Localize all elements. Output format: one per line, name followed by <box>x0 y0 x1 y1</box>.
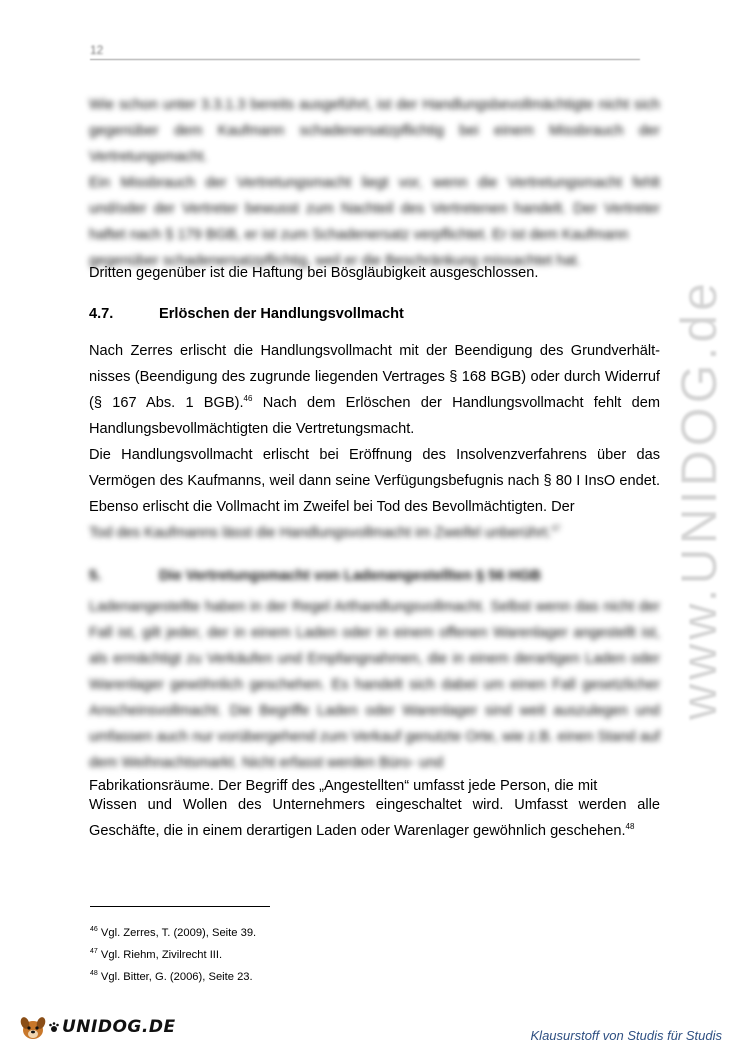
footnote <box>90 966 256 988</box>
footnote-ref-46: 46 <box>243 394 253 403</box>
paragraph-2 <box>89 442 660 520</box>
header-divider <box>90 59 640 60</box>
dog-icon <box>18 1012 48 1042</box>
footer-tagline: Klausurstoff von Studis für Studis <box>530 1028 722 1043</box>
section-heading-4-7 <box>89 301 660 327</box>
footnote-ref-48: 48 <box>625 822 635 831</box>
footnote-number: 48 <box>90 970 98 977</box>
watermark: www.UNIDOG.de <box>671 279 727 720</box>
intro-paragraph-2: Ein Missbrauch der Vertretungsmacht liegt vor, wenn die Vertretungsmacht fehlt und/oder der Vertreter bewusst zum Nachteil des Vertretenen handelt. Der Vertreter haftet nach § 179 BGB, er ist zum Schadenersatz verpflichtet. Er ist dem Kaufmann <box>89 175 660 243</box>
footnote-divider <box>90 906 270 907</box>
paragraph-1-text: Nach Zerres erlischt die Handlungsvollmacht mit der Beendigung des Grundverhältnisses (Beendigung des zugrunde liegenden Vertrages § 168 BGB) oder durch Widerruf (§ 167 Abs. 1 BGB). <box>89 343 660 411</box>
paragraph-2-blurred-text: Tod des Kaufmanns lässt die Handlungsvollmacht im Zweifel unberührt. <box>89 525 552 541</box>
logo-text: UNIDOG.DE <box>62 1017 176 1037</box>
paragraph-3-blurred: Ladenangestellte haben in der Regel Arthandlungsvollmacht. Selbst wenn das nicht der Fall ist, gilt jeder, der in einem Laden oder in einem offenen Warenlager angestellt ist, als ermächtigt zu Verkäufen und Empfangnahmen, die in einem derartigen Laden oder Warenlager gewöhnlich geschehen. Es handelt sich dabei um einen Fall gesetzlicher Anscheinsvollmacht. Die Begriffe Laden oder Warenlager sind weit auszulegen und umfassen auch nur vorübergehend zum Verkauf genutzte Orte, wie z.B. einen Stand auf dem Weihnachtsmarkt. Nicht erfasst werden Büro- und <box>89 599 660 771</box>
paragraph-2-text: Die Handlungsvollmacht erlischt bei Eröffnung des Insolvenzverfahrens über das Vermögen des Kaufmanns, weil dann seine Verfügungsbefugnis nach § 80 I InsO endet. Ebenso erlischt die Vollmacht im Zweifel bei Tod des Bevollmächtigten. Der <box>89 447 660 515</box>
section-number: 5. <box>89 568 102 584</box>
paragraph-1-tail: Nach dem Erlöschen der Handlungsvollmacht fehlt dem Handlungsbevollmächtigten die Vertretungsmacht. <box>89 395 660 437</box>
footnote-text: Vgl. Bitter, G. (2006), Seite 23. <box>100 971 253 983</box>
intro-paragraph-3 <box>89 248 660 286</box>
footnotes <box>90 922 256 988</box>
document-body <box>89 92 660 844</box>
paragraph-3 <box>89 776 660 844</box>
footnote-text: Vgl. Zerres, T. (2009), Seite 39. <box>100 927 257 939</box>
section-title: Die Vertretungsmacht von Ladenangestellten § 56 HGB <box>159 568 541 584</box>
page-number: 12 <box>90 43 104 57</box>
footnote-text: Vgl. Riehm, Zivilrecht III. <box>100 949 223 961</box>
paw-icon <box>48 1021 60 1033</box>
intro-paragraph-1: Wie schon unter 3.3.1.3 bereits ausgeführt, ist der Handlungsbevollmächtigte nicht sich gegenüber dem Kaufmann schadenersatzpflichtig bei einem Missbrauch der Vertretungsmacht. <box>89 97 660 165</box>
intro-clear-line: Dritten gegenüber ist die Haftung bei Bösgläubigkeit ausgeschlossen. <box>89 265 539 281</box>
footnote-number: 46 <box>90 926 98 933</box>
paragraph-1 <box>89 338 660 442</box>
intro-cut-line: gegenüber schadenersatzpflichtig, weil er die Beschränkung missachtet hat. <box>89 253 581 269</box>
footnote-number: 47 <box>90 948 98 955</box>
paragraph-3-text: Wissen und Wollen des Unternehmers eingeschaltet wird. Umfasst werden alle Geschäfte, die in einem derartigen Laden oder Warenlager gewöhnlich geschehen. <box>89 797 660 839</box>
paragraph-2-blurred <box>89 520 660 546</box>
section-number: 4.7. <box>89 306 114 322</box>
footnote <box>90 944 256 966</box>
paragraph-3-cut <box>89 776 660 792</box>
section-heading-5 <box>89 563 660 589</box>
section-title: Erlöschen der Handlungsvollmacht <box>159 306 404 322</box>
paragraph-3-cut-text: Fabrikationsräume. Der Begriff des „Angestellten“ umfasst jede Person, die mit <box>89 778 598 794</box>
unidog-logo <box>18 1012 176 1042</box>
footnote-ref-47: 47 <box>551 524 561 533</box>
footnote <box>90 922 256 944</box>
